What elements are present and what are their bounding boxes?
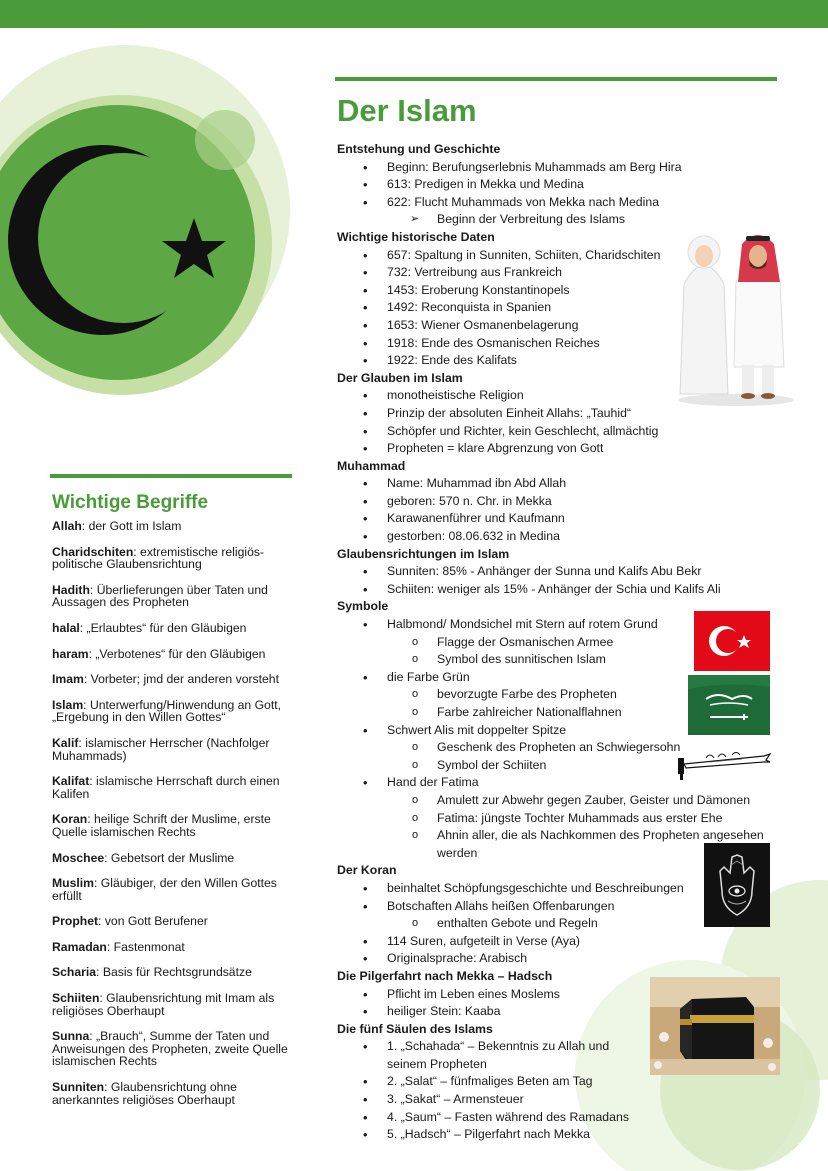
list-item: • Beginn: Berufungserlebnis Muhammads am Berg Hira <box>337 159 777 177</box>
glossary-term: Muslim <box>52 876 94 891</box>
list-item: • 2. „Salat“ – fünfmaliges Beten am Tag <box>337 1073 777 1091</box>
section-heading: Die fünf Säulen des Islams <box>337 1021 493 1036</box>
glossary-definition: : „Verbotenes“ für den Gläubigen <box>88 646 266 661</box>
list-item: • Hand der Fatima <box>337 774 777 792</box>
glossary-term: Allah <box>52 519 82 533</box>
glossary-list <box>52 520 297 1119</box>
glossary-term: Prophet <box>52 914 99 929</box>
list-item: • Prinzip der absoluten Einheit Allahs: „Tauhid“ <box>337 405 777 423</box>
list-item: • heiliger Stein: Kaaba <box>337 1003 777 1021</box>
glossary-entry <box>52 941 297 954</box>
list-item: • 1492: Reconquista in Spanien <box>337 299 777 317</box>
section-heading: Der Glauben im Islam <box>337 370 463 385</box>
list-item: • beinhaltet Schöpfungsgeschichte und Beschreibungen <box>337 880 777 898</box>
glossary-definition: : Glaubensrichtung ohne anerkanntes religiöses Oberhaupt <box>52 1080 237 1107</box>
section-heading: Die Pilgerfahrt nach Mekka – Hadsch <box>337 968 553 983</box>
list-item: o Farbe zahlreicher Nationalflahnen <box>337 704 777 722</box>
glossary-definition: : Fastenmonat <box>106 939 185 954</box>
glossary-term: Islam <box>52 697 84 712</box>
glossary-term: Hadith <box>52 582 90 597</box>
list-item: • Originalsprache: Arabisch <box>337 950 777 968</box>
glossary-definition: : heilige Schrift der Muslime, erste Quelle islamischen Rechts <box>52 812 271 839</box>
top-accent-bar <box>0 0 828 28</box>
glossary-definition: : islamischer Herrscher (Nachfolger Muhammads) <box>52 735 270 763</box>
glossary-term: Koran <box>52 812 88 827</box>
crescent-star-icon <box>8 120 248 360</box>
glossary-term: Kalif <box>52 735 79 750</box>
list-item: • Sunniten: 85% - Anhänger der Sunna und Kalifs Abu Bekr <box>337 563 777 581</box>
glossary-definition: : Überlieferungen über Taten und Aussagen des Propheten <box>52 582 268 610</box>
glossary-term: Schiiten <box>52 991 100 1006</box>
glossary-definition: : Basis für Rechtsgrundsätze <box>96 965 252 980</box>
turkey-flag-icon <box>694 611 770 671</box>
glossary-entry <box>52 737 297 762</box>
glossary-entry <box>52 520 297 533</box>
list-item: • Schiiten: weniger als 15% - Anhänger der Schia und Kalifs Ali <box>337 581 777 599</box>
glossary-entry <box>52 852 297 865</box>
kaaba-photo <box>650 977 780 1075</box>
list-item: • 613: Predigen in Mekka und Medina <box>337 176 777 194</box>
list-item: • 1918: Ende des Osmanischen Reiches <box>337 335 777 353</box>
list-item: • Halbmond/ Mondsichel mit Stern auf rotem Grund <box>337 616 777 634</box>
list-item: • 1653: Wiener Osmanenbelagerung <box>337 317 777 335</box>
glossary-definition: : Gläubiger, der den Willen Gottes erfüllt <box>52 876 277 903</box>
list-item: • Karawanenführer und Kaufmann <box>337 510 777 528</box>
list-item: • 1922: Ende des Kalifats <box>337 352 777 370</box>
glossary-term: Imam <box>52 672 84 687</box>
section-heading: Wichtige historische Daten <box>337 229 495 244</box>
sword-icon <box>676 742 772 782</box>
glossary-definition: : Glaubensrichtung mit Imam als religiöses Oberhaupt <box>52 991 275 1018</box>
glossary-entry <box>52 775 297 800</box>
title-rule <box>335 77 777 81</box>
glossary-term: Kalifat <box>52 774 90 789</box>
glossary-entry <box>52 1081 297 1106</box>
glossary-entry <box>52 1030 297 1068</box>
section-heading: Symbole <box>337 599 389 614</box>
glossary-definition: : extremistische religiös-politische Glaubensrichtung <box>52 544 264 572</box>
glossary-definition: : „Brauch“, Summe der Taten und Anweisungen des Propheten, zweite Quelle islamischen Rechts <box>52 1029 288 1069</box>
glossary-definition: : Gebetsort der Muslime <box>104 850 235 865</box>
list-item: • 1453: Eroberung Konstantinopels <box>337 282 777 300</box>
glossary-term: Sunniten <box>52 1080 105 1095</box>
list-item: ➢ Beginn der Verbreitung des Islams <box>337 211 777 229</box>
list-item: • Schwert Alis mit doppelter Spitze <box>337 722 777 740</box>
list-item: • Schöpfer und Richter, kein Geschlecht, allmächtig <box>337 423 777 441</box>
glossary-term: Charidschiten <box>52 544 134 559</box>
list-item: • 3. „Sakat“ – Armensteuer <box>337 1091 777 1109</box>
glossary-entry <box>52 546 297 571</box>
list-item: • 622: Flucht Muhammads von Mekka nach Medina <box>337 194 777 212</box>
glossary-rule <box>50 474 292 478</box>
page-title: Der Islam <box>337 93 477 128</box>
list-item: • Name: Muhammad ibn Abd Allah <box>337 475 777 493</box>
section-heading: Muhammad <box>337 458 406 473</box>
glossary-term: Ramadan <box>52 939 107 954</box>
glossary-term: Moschee <box>52 850 105 865</box>
section-heading: Entstehung und Geschichte <box>337 142 501 156</box>
section-heading: Der Koran <box>337 863 397 878</box>
glossary-definition: : Vorbeter; jmd der anderen vorsteht <box>83 672 279 687</box>
saudi-flag-icon <box>688 675 770 735</box>
glossary-definition: : Unterwerfung/Hinwendung an Gott, „Ergebung in den Willen Gottes“ <box>52 697 281 725</box>
glossary-entry <box>52 813 297 838</box>
list-item: • 4. „Saum“ – Fasten während des Ramadans <box>337 1109 777 1127</box>
glossary-term: Scharia <box>52 965 97 980</box>
glossary-title: Wichtige Begriffe <box>52 492 209 513</box>
list-item: o Geschenk des Propheten an Schwiegersohn <box>337 739 777 757</box>
list-item: o Symbol des sunnitischen Islam <box>337 651 777 669</box>
list-item: • geboren: 570 n. Chr. in Mekka <box>337 493 777 511</box>
glossary-entry <box>52 915 297 928</box>
glossary-entry <box>52 877 297 902</box>
list-item: • monotheistische Religion <box>337 387 777 405</box>
list-item: o Symbol der Schiiten <box>337 757 777 775</box>
glossary-term: haram <box>52 646 89 661</box>
list-item: o Ahnin aller, die als Nachkommen des Propheten angesehen werden <box>337 827 777 862</box>
glossary-entry <box>52 699 297 724</box>
glossary-entry <box>52 992 297 1017</box>
list-item: • 114 Suren, aufgeteilt in Verse (Aya) <box>337 933 777 951</box>
list-item: • die Farbe Grün <box>337 669 777 687</box>
glossary-entry <box>52 966 297 979</box>
list-item: • Propheten = klare Abgrenzung von Gott <box>337 440 777 458</box>
list-item: o Amulett zur Abwehr gegen Zauber, Geister und Dämonen <box>337 792 777 810</box>
list-item: o Fatima: jüngste Tochter Muhammads aus erster Ehe <box>337 810 777 828</box>
muslim-couple-illustration <box>676 222 796 407</box>
glossary-definition: : der Gott im Islam <box>81 519 182 533</box>
glossary-term: halal <box>52 620 80 635</box>
list-item: o bevorzugte Farbe des Propheten <box>337 686 777 704</box>
hamsa-hand-icon <box>704 843 770 927</box>
section-heading: Glaubensrichtungen im Islam <box>337 546 510 561</box>
glossary-definition: : islamische Herrschaft durch einen Kalifen <box>52 774 280 801</box>
list-item: • Botschaften Allahs heißen Offenbarungen <box>337 898 777 916</box>
glossary-entry <box>52 648 297 661</box>
list-item: o enthalten Gebote und Regeln <box>337 915 777 933</box>
list-item: • 5. „Hadsch“ – Pilgerfahrt nach Mekka <box>337 1126 777 1144</box>
glossary-entry <box>52 584 297 609</box>
glossary-entry <box>52 673 297 686</box>
list-item: o Flagge der Osmanischen Armee <box>337 634 777 652</box>
glossary-entry <box>52 622 297 635</box>
glossary-term: Sunna <box>52 1029 90 1044</box>
list-item: • 732: Vertreibung aus Frankreich <box>337 264 777 282</box>
list-item: • 1. „Schahada“ – Bekenntnis zu Allah und seinem Propheten <box>337 1038 637 1073</box>
glossary-definition: : von Gott Berufener <box>98 914 208 929</box>
glossary-definition: : „Erlaubtes“ für den Gläubigen <box>79 620 247 635</box>
list-item: • Pflicht im Leben eines Moslems <box>337 986 777 1004</box>
list-item: • gestorben: 08.06.632 in Medina <box>337 528 777 546</box>
list-item: • 657: Spaltung in Sunniten, Schiiten, Charidschiten <box>337 247 777 265</box>
